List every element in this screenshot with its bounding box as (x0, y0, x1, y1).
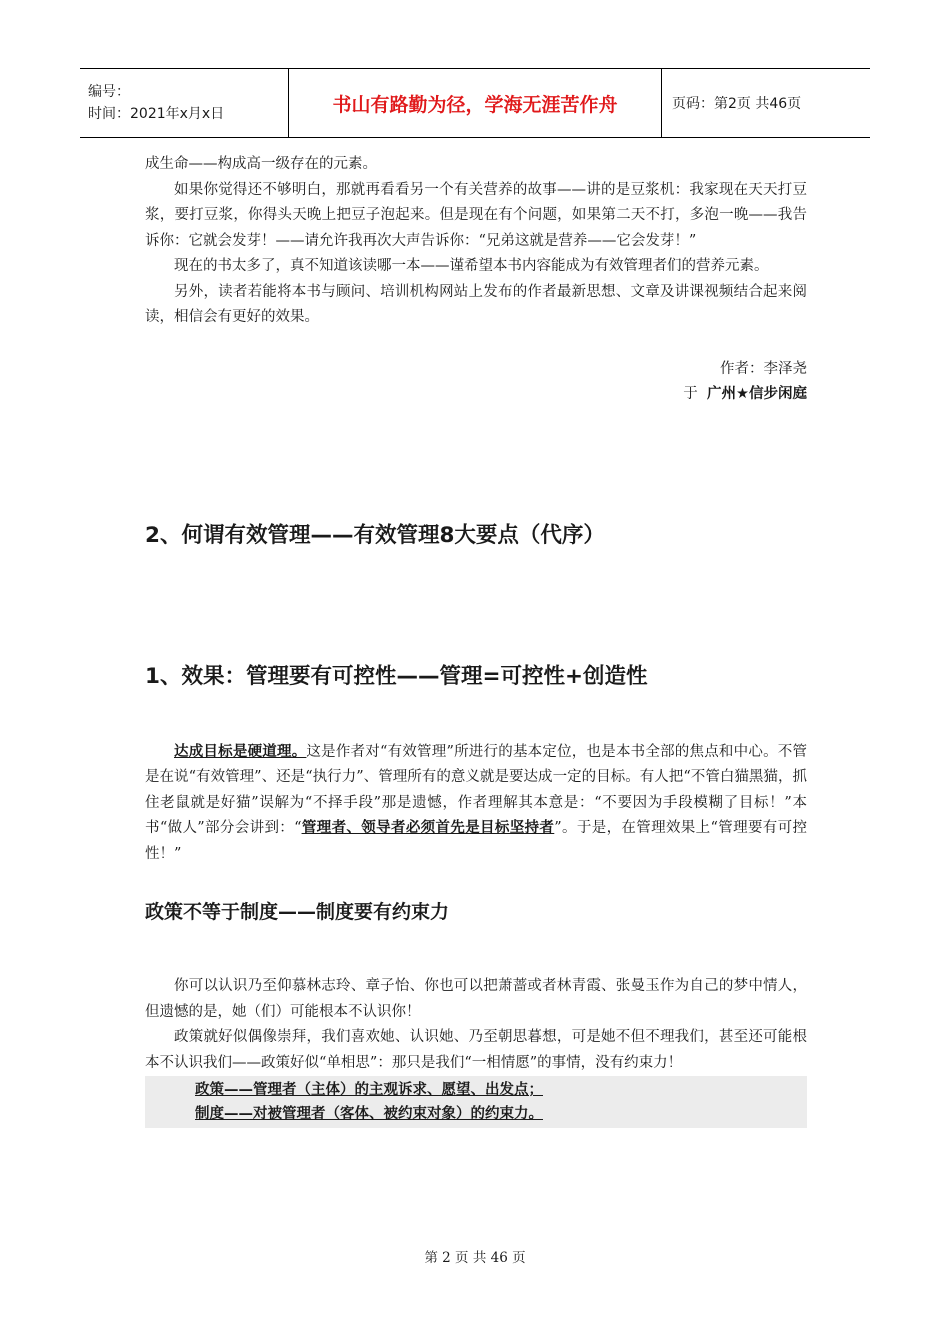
page-content (145, 152, 807, 1128)
signature-author: 作者：李泽尧 (720, 360, 807, 377)
signature-location: 广州★信步闲庭 (707, 386, 807, 402)
definition-box (145, 1076, 807, 1128)
definition-system: 制度——对被管理者（客体、被约束对象）的约束力。 (195, 1106, 543, 1122)
intro-paragraph-0: 成生命——构成高一级存在的元素。 (145, 156, 377, 172)
effect-text-2: ”。于是，在管理效果上“管理要有可控性！” (145, 820, 807, 862)
header-page-info (662, 69, 870, 137)
page-info-text: 页码：第2页 共46页 (672, 96, 802, 112)
signature-prefix: 于 (683, 386, 698, 402)
date-line: 时间：2021年x月x日 (88, 106, 225, 122)
policy-section-title: 政策不等于制度——制度要有约束力 (145, 901, 450, 923)
page-footer: 第 2 页 共 46 页 (424, 1250, 526, 1266)
policy-paragraph-1: 你可以认识乃至仰慕林志玲、章子怡、你也可以把萧蔷或者林青霞、张曼玉作为自己的梦中情人，但遗憾的是，她（们）可能根本不认识你！ (145, 978, 807, 1020)
intro-paragraph-2: 现在的书太多了，真不知道该读哪一本——谨希望本书内容能成为有效管理者们的营养元素。 (174, 258, 769, 274)
effect-lead: 达成目标是硬道理。 (174, 743, 307, 760)
header-meta (80, 69, 289, 137)
section-1-title: 1、效果：管理要有可控性——管理=可控性+创造性 (145, 663, 648, 689)
number-label: 编号： (88, 84, 130, 100)
intro-paragraph-1: 如果你觉得还不够明白，那就再看看另一个有关营养的故事——讲的是豆浆机：我家现在天天打豆浆，要打豆浆，你得头天晚上把豆子泡起来。但是现在有个问题，如果第二天不打，多泡一晚——我告诉你：它就会发芽！——请允许我再次大声告诉你：“兄弟这就是营养——它会发芽！” (145, 181, 807, 249)
motto-text: 书山有路勤为径，学海无涯苦作舟 (332, 93, 618, 116)
header-motto (289, 69, 662, 137)
section-2-title: 2、何谓有效管理——有效管理8大要点（代序） (145, 522, 605, 548)
effect-text-1: 这是作者对“有效管理”所进行的基本定位，也是本书全部的焦点和中心。不管是在说“有效管理”、还是“执行力”、管理所有的意义就是要达成一定的目标。有人把“不管白猫黑猫，抓住老鼠就是好猫”误解为“不择手段”那是遗憾，作者理解其本意是：“不要因为手段模糊了目标！”本书“做人”部分会讲到：“ (145, 743, 807, 836)
header-table (80, 68, 870, 138)
effect-paragraph (145, 740, 807, 868)
signature-place (145, 382, 807, 408)
effect-emphasis: 管理者、领导者必须首先是目标坚持者 (301, 820, 555, 836)
definition-policy: 政策——管理者（主体）的主观诉求、愿望、出发点； (195, 1082, 543, 1098)
policy-paragraph-2: 政策就好似偶像崇拜，我们喜欢她、认识她、乃至朝思暮想，可是她不但不理我们，甚至还可能根本不认识我们——政策好似“单相思”：那只是我们“一相情愿”的事情，没有约束力！ (145, 1029, 807, 1071)
intro-paragraph-3: 另外，读者若能将本书与顾问、培训机构网站上发布的作者最新思想、文章及讲课视频结合起来阅读，相信会有更好的效果。 (145, 283, 807, 325)
